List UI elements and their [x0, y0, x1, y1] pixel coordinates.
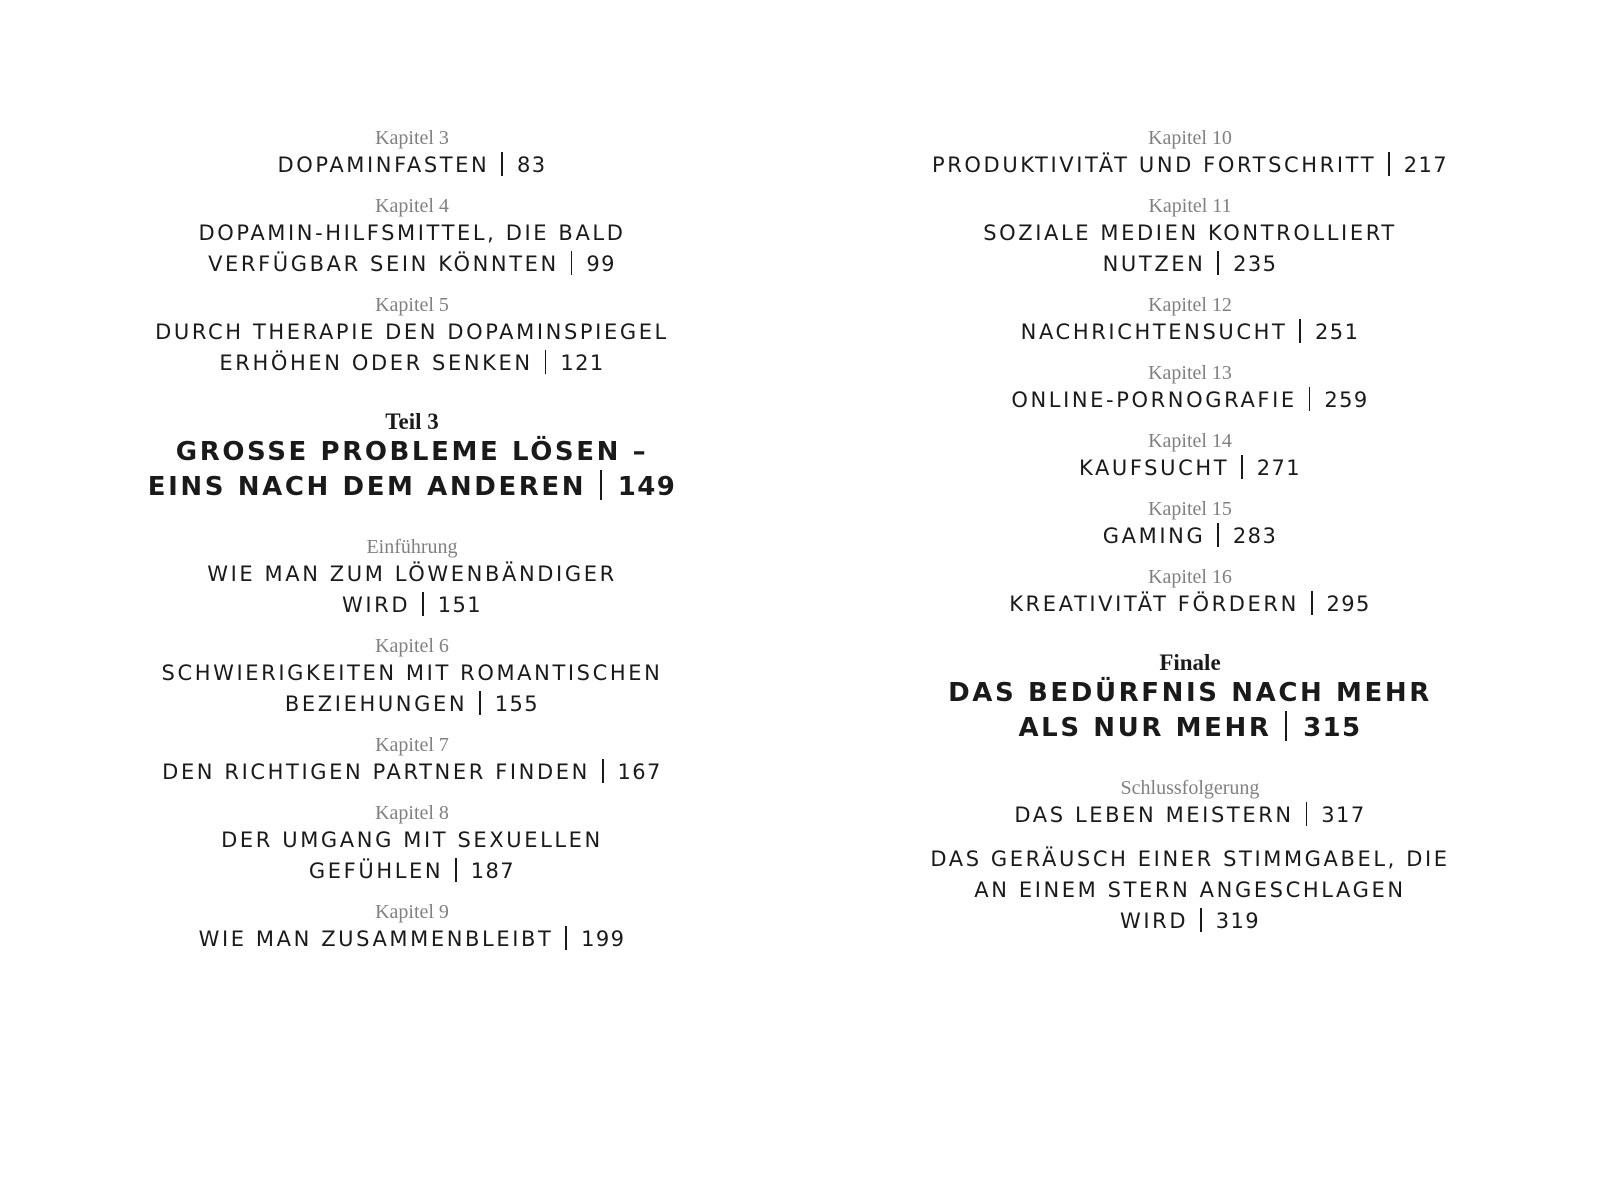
entry-title [112, 218, 712, 280]
title-line: SCHWIERIGKEITEN MIT ROMANTISCHEN [161, 661, 663, 685]
part-label: Teil 3 [385, 409, 439, 434]
entry-title [112, 924, 712, 955]
title-line: DURCH THERAPIE DEN DOPAMINSPIEGEL [155, 320, 669, 344]
separator-bar [1200, 908, 1202, 932]
separator-bar [1217, 523, 1219, 547]
toc-entry-kapitel-16 [890, 565, 1490, 620]
entry-title [890, 521, 1490, 552]
entry-label: Kapitel 8 [375, 802, 449, 824]
entry-title [112, 825, 712, 887]
page-number: 283 [1232, 524, 1278, 548]
toc-entry-kapitel-6 [112, 634, 712, 720]
toc-entry-teil-3 [112, 409, 712, 505]
title-line: GAMING 283 [1102, 524, 1278, 548]
separator-bar [1285, 711, 1287, 741]
entry-label: Kapitel 11 [1148, 195, 1232, 217]
entry-title [890, 317, 1490, 348]
toc-entry-kapitel-15 [890, 497, 1490, 552]
title-line: EINS NACH DEM ANDEREN 149 [147, 472, 677, 502]
title-line: DEN RICHTIGEN PARTNER FINDEN 167 [162, 760, 662, 784]
toc-entry-stimmgabel [890, 844, 1490, 937]
entry-label: Kapitel 14 [1148, 430, 1232, 452]
toc-entry-kapitel-9 [112, 900, 712, 955]
entry-title [112, 150, 712, 181]
title-line: ERHÖHEN ODER SENKEN 121 [219, 351, 605, 375]
separator-bar [422, 592, 424, 616]
entry-title [112, 757, 712, 788]
entry-label: Kapitel 10 [1148, 127, 1232, 149]
toc-entry-schlussfolgerung [890, 776, 1490, 831]
separator-bar [1299, 319, 1301, 343]
page-number: 251 [1315, 320, 1360, 344]
toc-entry-kapitel-10 [890, 126, 1490, 181]
title-line: DER UMGANG MIT SEXUELLEN [221, 828, 603, 852]
page-number: 271 [1256, 456, 1302, 480]
title-line: KREATIVITÄT FÖRDERN 295 [1009, 592, 1371, 616]
page-number: 187 [470, 859, 516, 883]
page-number: 217 [1403, 153, 1449, 177]
toc-entry-kapitel-13 [890, 361, 1490, 416]
title-line: DAS BEDÜRFNIS NACH MEHR [948, 678, 1432, 708]
title-line: WIRD 319 [1119, 909, 1260, 933]
title-line: ONLINE-PORNOGRAFIE 259 [1011, 388, 1369, 412]
title-line: DAS LEBEN MEISTERN 317 [1014, 803, 1366, 827]
entry-label: Kapitel 15 [1148, 498, 1232, 520]
page-number: 235 [1233, 252, 1278, 276]
entry-label: Kapitel 13 [1148, 362, 1232, 384]
entry-title [890, 385, 1490, 416]
entry-label: Kapitel 6 [375, 635, 449, 657]
entry-label: Einführung [366, 536, 458, 558]
entry-label: Kapitel 16 [1148, 566, 1232, 588]
toc-entry-kapitel-4 [112, 194, 712, 280]
page-number: 259 [1324, 388, 1369, 412]
toc-column-right [890, 126, 1490, 950]
entry-title [112, 317, 712, 379]
page-number: 315 [1303, 713, 1362, 743]
page-number: 199 [581, 927, 626, 951]
entry-label: Schlussfolgerung [1120, 777, 1260, 799]
title-line: PRODUKTIVITÄT UND FORTSCHRITT 217 [931, 153, 1449, 177]
title-line: GEFÜHLEN 187 [308, 859, 516, 883]
page-number: 319 [1215, 909, 1260, 933]
title-line: AN EINEM STERN ANGESCHLAGEN [974, 878, 1406, 902]
title-line: DAS GERÄUSCH EINER STIMMGABEL, DIE [930, 847, 1450, 871]
entry-title [890, 844, 1490, 937]
title-line: BEZIEHUNGEN 155 [284, 692, 540, 716]
page-number: 151 [437, 593, 482, 617]
separator-bar [565, 926, 567, 950]
page-number: 167 [617, 760, 662, 784]
entry-label: Kapitel 7 [375, 734, 449, 756]
title-line: WIE MAN ZUM LÖWENBÄNDIGER [207, 562, 617, 586]
separator-bar [571, 251, 573, 275]
entry-title [890, 218, 1490, 280]
title-line: GROSSE PROBLEME LÖSEN – [175, 437, 649, 467]
entry-title [112, 658, 712, 720]
page-number: 149 [617, 472, 677, 502]
separator-bar [1241, 455, 1243, 479]
entry-title [890, 800, 1490, 831]
entry-title [890, 150, 1490, 181]
page-number: 83 [516, 153, 547, 177]
separator-bar [479, 691, 481, 715]
toc-entry-kapitel-5 [112, 293, 712, 379]
separator-bar [602, 759, 604, 783]
toc-entry-kapitel-11 [890, 194, 1490, 280]
entry-label: Kapitel 3 [375, 127, 449, 149]
separator-bar [501, 152, 503, 176]
title-line: NUTZEN 235 [1102, 252, 1278, 276]
page-number: 121 [560, 351, 605, 375]
title-line: WIE MAN ZUSAMMENBLEIBT 199 [198, 927, 626, 951]
toc-entry-kapitel-14 [890, 429, 1490, 484]
separator-bar [1306, 802, 1308, 826]
entry-label: Kapitel 9 [375, 901, 449, 923]
toc-entry-kapitel-8 [112, 801, 712, 887]
entry-label: Kapitel 5 [375, 294, 449, 316]
toc-column-left [112, 126, 712, 968]
part-label: Finale [1159, 650, 1221, 675]
separator-bar [545, 350, 547, 374]
separator-bar [1309, 387, 1311, 411]
entry-title [890, 453, 1490, 484]
entry-label: Kapitel 4 [375, 195, 449, 217]
toc-entry-einfuehrung [112, 535, 712, 621]
entry-label: Kapitel 12 [1148, 294, 1232, 316]
title-line: ALS NUR MEHR 315 [1018, 713, 1362, 743]
separator-bar [1388, 152, 1390, 176]
title-line: KAUFSUCHT 271 [1078, 456, 1302, 480]
separator-bar [1311, 591, 1313, 615]
title-line: DOPAMINFASTEN 83 [277, 153, 547, 177]
title-line: WIRD 151 [341, 593, 482, 617]
page-number: 99 [586, 252, 616, 276]
part-title [890, 676, 1490, 746]
toc-entry-finale [890, 650, 1490, 746]
page-number: 295 [1326, 592, 1371, 616]
toc-entry-kapitel-12 [890, 293, 1490, 348]
toc-entry-kapitel-7 [112, 733, 712, 788]
entry-title [890, 589, 1490, 620]
page-number: 155 [494, 692, 540, 716]
separator-bar [1217, 251, 1219, 275]
toc-entry-kapitel-3 [112, 126, 712, 181]
entry-title [112, 559, 712, 621]
separator-bar [600, 470, 602, 500]
title-line: NACHRICHTENSUCHT 251 [1020, 320, 1360, 344]
separator-bar [455, 858, 457, 882]
title-line: DOPAMIN-HILFSMITTEL, DIE BALD [198, 221, 626, 245]
part-title [112, 435, 712, 505]
title-line: VERFÜGBAR SEIN KÖNNTEN 99 [208, 252, 616, 276]
page-number: 317 [1321, 803, 1366, 827]
title-line: SOZIALE MEDIEN KONTROLLIERT [983, 221, 1397, 245]
